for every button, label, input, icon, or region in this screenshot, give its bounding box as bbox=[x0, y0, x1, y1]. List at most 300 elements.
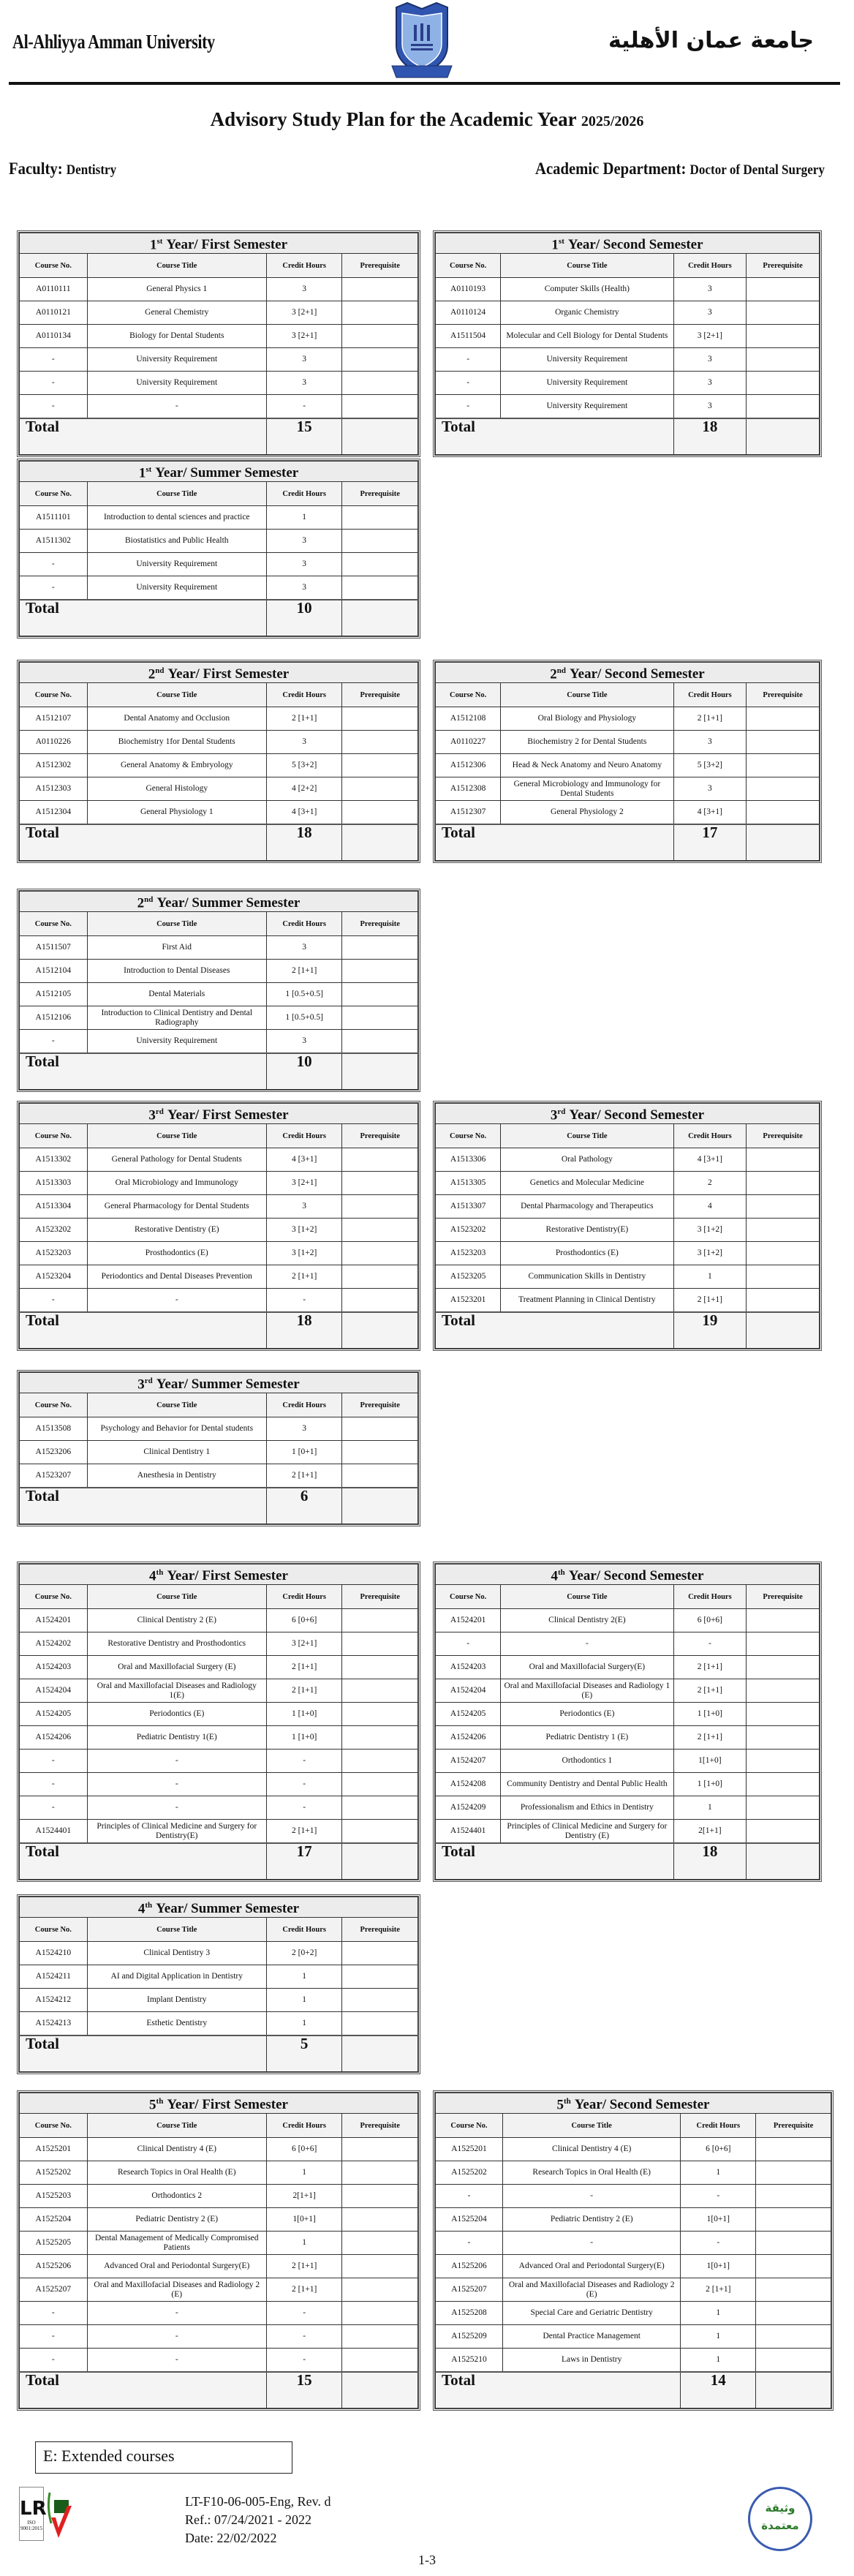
credit-hours: 3 bbox=[266, 348, 342, 372]
course-title: General Microbiology and Immunology for Dental Students bbox=[501, 777, 673, 801]
course-number: A1523204 bbox=[20, 1265, 88, 1289]
total-empty bbox=[747, 418, 820, 455]
semester-name: Year/ Summer Semester bbox=[156, 1376, 300, 1393]
credit-hours: 1[0+1] bbox=[266, 2208, 342, 2232]
header-divider bbox=[9, 82, 840, 85]
credit-hours: 1 bbox=[266, 2012, 342, 2036]
prerequisite bbox=[342, 325, 418, 348]
course-number: A1513307 bbox=[436, 1195, 501, 1219]
course-title: Oral and Maxillofacial Diseases and Radiology 2 (E) bbox=[87, 2278, 266, 2302]
course-row bbox=[20, 960, 418, 983]
course-number: A1512105 bbox=[20, 983, 88, 1006]
total-credit-hours: 18 bbox=[673, 418, 747, 455]
total-label: Total bbox=[20, 1053, 267, 1090]
course-row bbox=[436, 1172, 820, 1195]
prerequisite bbox=[756, 2208, 831, 2232]
course-row bbox=[20, 325, 418, 348]
year-number: 2 bbox=[148, 666, 156, 682]
credit-hours: 3 bbox=[266, 530, 342, 553]
year-number: 4 bbox=[137, 1901, 146, 1917]
course-title: Dental Anatomy and Occlusion bbox=[87, 707, 266, 731]
total-row bbox=[20, 2372, 418, 2409]
total-row bbox=[20, 1053, 418, 1090]
credit-hours: 1 [0.5+0.5] bbox=[266, 1006, 342, 1030]
page-title bbox=[0, 108, 854, 131]
column-header: Prerequisite bbox=[342, 1124, 418, 1148]
credit-hours: 2 [1+1] bbox=[266, 1679, 342, 1703]
semester-title bbox=[20, 1897, 418, 1918]
course-number: A1524401 bbox=[20, 1820, 88, 1844]
course-row bbox=[20, 348, 418, 372]
column-header: Course Title bbox=[87, 254, 266, 278]
credit-hours: 1[1+0] bbox=[673, 1750, 747, 1773]
course-title: Oral and Maxillofacial Diseases and Radiology 1 (E) bbox=[501, 1679, 673, 1703]
course-title: General Physics 1 bbox=[87, 278, 266, 301]
lr-mark: LR bbox=[20, 2498, 47, 2520]
prerequisite bbox=[747, 754, 820, 777]
course-row bbox=[20, 1030, 418, 1054]
semester-title bbox=[20, 2093, 418, 2114]
course-row bbox=[20, 1989, 418, 2012]
course-number: A0110124 bbox=[436, 301, 501, 325]
course-title: University Requirement bbox=[87, 576, 266, 600]
course-number: - bbox=[436, 2185, 503, 2208]
year-number: 3 bbox=[137, 1376, 145, 1393]
column-header: Course Title bbox=[501, 1124, 673, 1148]
column-header: Credit Hours bbox=[266, 1124, 342, 1148]
total-empty bbox=[342, 2372, 418, 2409]
credit-hours: 3 [2+1] bbox=[266, 325, 342, 348]
semester-title bbox=[436, 1564, 820, 1585]
course-row bbox=[436, 731, 820, 754]
prerequisite bbox=[342, 2012, 418, 2036]
course-title: Oral Biology and Physiology bbox=[501, 707, 673, 731]
prerequisite bbox=[747, 301, 820, 325]
column-header: Credit Hours bbox=[673, 683, 747, 707]
column-header: Course No. bbox=[436, 2114, 503, 2138]
prerequisite bbox=[747, 1796, 820, 1820]
total-label: Total bbox=[20, 418, 267, 455]
course-number: A1525204 bbox=[436, 2208, 503, 2232]
prerequisite bbox=[342, 1289, 418, 1313]
course-row bbox=[436, 1632, 820, 1656]
prerequisite bbox=[747, 1632, 820, 1656]
course-number: A1524209 bbox=[436, 1796, 501, 1820]
semester-table bbox=[17, 889, 420, 1092]
course-row bbox=[20, 1773, 418, 1796]
course-number: A1524211 bbox=[20, 1965, 88, 1989]
course-number: - bbox=[20, 1289, 88, 1313]
total-empty bbox=[342, 600, 418, 636]
credit-hours: 2 [1+1] bbox=[266, 1656, 342, 1679]
prerequisite bbox=[342, 1726, 418, 1750]
course-title: General Chemistry bbox=[87, 301, 266, 325]
credit-hours: 6 [0+6] bbox=[266, 2138, 342, 2161]
course-number: A1524201 bbox=[20, 1609, 88, 1632]
column-header: Prerequisite bbox=[756, 2114, 831, 2138]
course-title: - bbox=[87, 2325, 266, 2349]
course-row bbox=[436, 2232, 831, 2255]
semester-name: Year/ Summer Semester bbox=[156, 1901, 300, 1917]
semester-table bbox=[433, 1101, 822, 1351]
credit-hours: 4 [3+1] bbox=[266, 801, 342, 825]
semester-name: Year/ First Semester bbox=[166, 237, 288, 253]
semester-title bbox=[20, 462, 418, 482]
prerequisite bbox=[747, 1265, 820, 1289]
course-title: General Pathology for Dental Students bbox=[87, 1148, 266, 1172]
course-number: A1523207 bbox=[20, 1464, 88, 1488]
course-row bbox=[436, 754, 820, 777]
course-title: Dental Practice Management bbox=[502, 2325, 680, 2349]
course-title: Biochemistry 2 for Dental Students bbox=[501, 731, 673, 754]
course-number: - bbox=[20, 1750, 88, 1773]
total-label: Total bbox=[436, 1843, 674, 1880]
total-credit-hours: 18 bbox=[266, 824, 342, 861]
total-empty bbox=[747, 1843, 820, 1880]
column-header: Prerequisite bbox=[747, 1585, 820, 1609]
course-title: Dental Materials bbox=[87, 983, 266, 1006]
course-number: A1525210 bbox=[436, 2349, 503, 2373]
prerequisite bbox=[342, 1030, 418, 1054]
credit-hours: - bbox=[266, 1289, 342, 1313]
prerequisite bbox=[342, 1796, 418, 1820]
credit-hours: - bbox=[266, 1796, 342, 1820]
course-title: Restorative Dentistry and Prosthodontics bbox=[87, 1632, 266, 1656]
prerequisite bbox=[747, 1750, 820, 1773]
course-title: Prosthodontics (E) bbox=[501, 1242, 673, 1265]
course-number: A1525207 bbox=[20, 2278, 88, 2302]
credit-hours: 3 [2+1] bbox=[673, 325, 747, 348]
credit-hours: - bbox=[266, 2325, 342, 2349]
column-header: Prerequisite bbox=[342, 254, 418, 278]
semester-name: Year/ First Semester bbox=[167, 1568, 288, 1584]
course-number: - bbox=[20, 2302, 88, 2325]
course-row bbox=[436, 325, 820, 348]
course-row bbox=[20, 1679, 418, 1703]
credit-hours: 1 [1+0] bbox=[266, 1703, 342, 1726]
course-title: Restorative Dentistry(E) bbox=[501, 1219, 673, 1242]
prerequisite bbox=[747, 278, 820, 301]
course-title: University Requirement bbox=[87, 372, 266, 395]
course-title: Biostatistics and Public Health bbox=[87, 530, 266, 553]
credit-hours: 1 [1+0] bbox=[673, 1703, 747, 1726]
course-title: Professionalism and Ethics in Dentistry bbox=[501, 1796, 673, 1820]
course-row bbox=[20, 1609, 418, 1632]
year-number: 1 bbox=[149, 237, 157, 253]
credit-hours: 3 bbox=[266, 278, 342, 301]
course-number: A1523206 bbox=[20, 1441, 88, 1464]
column-header: Prerequisite bbox=[342, 1585, 418, 1609]
prerequisite bbox=[342, 2138, 418, 2161]
course-number: - bbox=[436, 1632, 501, 1656]
course-number: A1511101 bbox=[20, 506, 88, 530]
course-row bbox=[20, 1942, 418, 1965]
course-number: A1524212 bbox=[20, 1989, 88, 2012]
column-header: Prerequisite bbox=[342, 683, 418, 707]
course-number: A1512303 bbox=[20, 777, 88, 801]
course-title: Principles of Clinical Medicine and Surgery for Dentistry (E) bbox=[501, 1820, 673, 1844]
column-header: Credit Hours bbox=[266, 1918, 342, 1942]
column-header: Prerequisite bbox=[747, 254, 820, 278]
prerequisite bbox=[747, 1172, 820, 1195]
credit-hours: - bbox=[266, 1750, 342, 1773]
course-row bbox=[20, 1006, 418, 1030]
course-row bbox=[436, 1773, 820, 1796]
course-row bbox=[436, 1195, 820, 1219]
approved-document-stamp-icon: وثيقة معتمدة bbox=[748, 2487, 812, 2551]
total-credit-hours: 15 bbox=[266, 2372, 342, 2409]
course-row bbox=[436, 1656, 820, 1679]
course-number: A1511504 bbox=[436, 325, 501, 348]
total-credit-hours: 18 bbox=[266, 1312, 342, 1349]
course-row bbox=[20, 1242, 418, 1265]
ordinal-suffix: th bbox=[156, 2096, 164, 2106]
credit-hours: 3 bbox=[673, 731, 747, 754]
course-title: Psychology and Behavior for Dental students bbox=[87, 1417, 266, 1441]
prerequisite bbox=[747, 1242, 820, 1265]
course-number: - bbox=[20, 348, 88, 372]
total-credit-hours: 15 bbox=[266, 418, 342, 455]
course-row bbox=[20, 301, 418, 325]
course-row bbox=[20, 1656, 418, 1679]
course-title: Biochemistry 1for Dental Students bbox=[87, 731, 266, 754]
year-number: 2 bbox=[550, 666, 557, 682]
credit-hours: 2 [1+1] bbox=[266, 707, 342, 731]
course-title: - bbox=[87, 1773, 266, 1796]
prerequisite bbox=[342, 1965, 418, 1989]
course-row bbox=[20, 1796, 418, 1820]
prerequisite bbox=[342, 936, 418, 960]
semester-title bbox=[20, 1564, 418, 1585]
course-row bbox=[436, 301, 820, 325]
credit-hours: 2 [1+1] bbox=[673, 1726, 747, 1750]
course-number: A0110134 bbox=[20, 325, 88, 348]
credit-hours: 2[1+1] bbox=[673, 1820, 747, 1844]
credit-hours: 1 bbox=[681, 2302, 756, 2325]
semester-table bbox=[17, 2090, 420, 2411]
prerequisite bbox=[342, 1219, 418, 1242]
course-title: Genetics and Molecular Medicine bbox=[501, 1172, 673, 1195]
form-code: LT-F10-06-005-Eng, Rev. d bbox=[185, 2494, 331, 2509]
semester-table bbox=[17, 230, 420, 457]
course-number: A1513302 bbox=[20, 1148, 88, 1172]
credit-hours: 4 [3+1] bbox=[673, 801, 747, 825]
course-number: A1511302 bbox=[20, 530, 88, 553]
prerequisite bbox=[342, 801, 418, 825]
course-title: - bbox=[87, 1289, 266, 1313]
credit-hours: 3 bbox=[673, 777, 747, 801]
course-number: A0110121 bbox=[20, 301, 88, 325]
department-value: Doctor of Dental Surgery bbox=[689, 162, 825, 178]
course-row bbox=[20, 2138, 418, 2161]
course-row bbox=[20, 2208, 418, 2232]
course-title: Pediatric Dentistry 1 (E) bbox=[501, 1726, 673, 1750]
column-header: Course No. bbox=[20, 1393, 88, 1417]
total-row bbox=[20, 418, 418, 455]
prerequisite bbox=[747, 1195, 820, 1219]
ordinal-suffix: th bbox=[145, 1900, 153, 1910]
form-reference bbox=[185, 2493, 331, 2547]
course-title: Oral Pathology bbox=[501, 1148, 673, 1172]
total-credit-hours: 10 bbox=[266, 1053, 342, 1090]
course-title: Pediatric Dentistry 1(E) bbox=[87, 1726, 266, 1750]
prerequisite bbox=[747, 1726, 820, 1750]
course-number: - bbox=[436, 395, 501, 419]
course-row bbox=[20, 553, 418, 576]
credit-hours: 2 bbox=[673, 1172, 747, 1195]
course-title: Head & Neck Anatomy and Neuro Anatomy bbox=[501, 754, 673, 777]
prerequisite bbox=[342, 1656, 418, 1679]
faculty-label: Faculty: bbox=[9, 159, 63, 178]
total-label: Total bbox=[20, 600, 267, 636]
course-number: - bbox=[20, 576, 88, 600]
credit-hours: 4 [3+1] bbox=[266, 1148, 342, 1172]
course-number: A1512107 bbox=[20, 707, 88, 731]
prerequisite bbox=[342, 553, 418, 576]
iso-label: ISO 9001:2015 bbox=[20, 2520, 42, 2531]
course-number: A1525206 bbox=[20, 2255, 88, 2278]
total-credit-hours: 10 bbox=[266, 600, 342, 636]
prerequisite bbox=[342, 1242, 418, 1265]
semester-title bbox=[20, 892, 418, 912]
course-row bbox=[20, 2255, 418, 2278]
prerequisite bbox=[342, 1441, 418, 1464]
course-number: A0110227 bbox=[436, 731, 501, 754]
course-title: General Anatomy & Embryology bbox=[87, 754, 266, 777]
course-number: A1523202 bbox=[20, 1219, 88, 1242]
prerequisite bbox=[747, 1289, 820, 1313]
credit-hours: 1 bbox=[266, 1965, 342, 1989]
course-number: - bbox=[20, 553, 88, 576]
course-title: Periodontics (E) bbox=[501, 1703, 673, 1726]
column-header: Course No. bbox=[20, 254, 88, 278]
course-title: Laws in Dentistry bbox=[502, 2349, 680, 2373]
prerequisite bbox=[747, 1773, 820, 1796]
column-header: Prerequisite bbox=[342, 1918, 418, 1942]
course-row bbox=[436, 395, 820, 419]
course-number: A1524206 bbox=[436, 1726, 501, 1750]
course-row bbox=[436, 2208, 831, 2232]
credit-hours: 2 [1+1] bbox=[266, 2255, 342, 2278]
faculty-line bbox=[9, 159, 116, 178]
form-ref: Ref.: 07/24/2021 - 2022 bbox=[185, 2512, 311, 2527]
course-number: A1524401 bbox=[436, 1820, 501, 1844]
column-header: Prerequisite bbox=[747, 683, 820, 707]
ordinal-suffix: rd bbox=[144, 1376, 153, 1385]
total-row bbox=[436, 2372, 831, 2409]
total-label: Total bbox=[436, 824, 674, 861]
semester-table bbox=[433, 2090, 834, 2411]
credit-hours: 2[1+1] bbox=[266, 2185, 342, 2208]
total-label: Total bbox=[20, 1312, 267, 1349]
course-number: - bbox=[436, 2232, 503, 2255]
column-header: Course No. bbox=[436, 683, 501, 707]
prerequisite bbox=[756, 2232, 831, 2255]
semester-table bbox=[17, 1370, 420, 1526]
credit-hours: 6 [0+6] bbox=[673, 1609, 747, 1632]
credit-hours: 3 bbox=[266, 936, 342, 960]
course-row bbox=[20, 2185, 418, 2208]
course-number: - bbox=[436, 372, 501, 395]
prerequisite bbox=[756, 2278, 831, 2302]
course-title: - bbox=[502, 2232, 680, 2255]
semester-name: Year/ Second Semester bbox=[568, 1568, 704, 1584]
course-title: Oral Microbiology and Immunology bbox=[87, 1172, 266, 1195]
credit-hours: 3 bbox=[673, 301, 747, 325]
prerequisite bbox=[342, 1265, 418, 1289]
column-header: Course Title bbox=[501, 1585, 673, 1609]
credit-hours: 3 bbox=[266, 372, 342, 395]
semester-title bbox=[436, 1104, 820, 1124]
course-row bbox=[436, 2302, 831, 2325]
course-row bbox=[436, 1148, 820, 1172]
course-number: A1512307 bbox=[436, 801, 501, 825]
prerequisite bbox=[342, 506, 418, 530]
course-row bbox=[20, 1417, 418, 1441]
course-number: A1524204 bbox=[20, 1679, 88, 1703]
prerequisite bbox=[342, 576, 418, 600]
course-row bbox=[436, 777, 820, 801]
course-row bbox=[436, 1703, 820, 1726]
prerequisite bbox=[342, 2208, 418, 2232]
course-row bbox=[20, 530, 418, 553]
course-row bbox=[436, 1289, 820, 1313]
prerequisite bbox=[342, 278, 418, 301]
credit-hours: 2 [1+1] bbox=[681, 2278, 756, 2302]
column-header: Course Title bbox=[501, 683, 673, 707]
course-title: Treatment Planning in Clinical Dentistry bbox=[501, 1289, 673, 1313]
course-number: A1525201 bbox=[20, 2138, 88, 2161]
prerequisite bbox=[342, 2185, 418, 2208]
prerequisite bbox=[342, 2278, 418, 2302]
course-number: A1525206 bbox=[436, 2255, 503, 2278]
total-row bbox=[436, 1312, 820, 1349]
course-row bbox=[20, 731, 418, 754]
column-header: Course No. bbox=[436, 1124, 501, 1148]
prerequisite bbox=[342, 301, 418, 325]
credit-hours: 3 [2+1] bbox=[266, 1172, 342, 1195]
course-row bbox=[436, 1265, 820, 1289]
course-number: A1524207 bbox=[436, 1750, 501, 1773]
semester-name: Year/ Summer Semester bbox=[155, 465, 299, 481]
page-header bbox=[0, 0, 854, 88]
course-title: Implant Dentistry bbox=[87, 1989, 266, 2012]
prerequisite bbox=[342, 2349, 418, 2373]
column-header: Course Title bbox=[87, 1585, 266, 1609]
prerequisite bbox=[342, 1417, 418, 1441]
course-number: A1525209 bbox=[436, 2325, 503, 2349]
total-row bbox=[20, 1312, 418, 1349]
semester-name: Year/ Summer Semester bbox=[156, 895, 301, 911]
credit-hours: 1 bbox=[673, 1265, 747, 1289]
prerequisite bbox=[342, 1750, 418, 1773]
total-row bbox=[436, 418, 820, 455]
prerequisite bbox=[747, 1656, 820, 1679]
prerequisite bbox=[747, 1148, 820, 1172]
prerequisite bbox=[342, 960, 418, 983]
course-row bbox=[20, 1148, 418, 1172]
course-row bbox=[436, 1679, 820, 1703]
column-header: Course No. bbox=[436, 254, 501, 278]
course-row bbox=[20, 801, 418, 825]
course-title: - bbox=[87, 2302, 266, 2325]
course-row bbox=[20, 278, 418, 301]
semester-table bbox=[17, 1894, 420, 2074]
course-row bbox=[20, 707, 418, 731]
prerequisite bbox=[342, 1632, 418, 1656]
credit-hours: 1 bbox=[681, 2325, 756, 2349]
course-row bbox=[20, 1265, 418, 1289]
